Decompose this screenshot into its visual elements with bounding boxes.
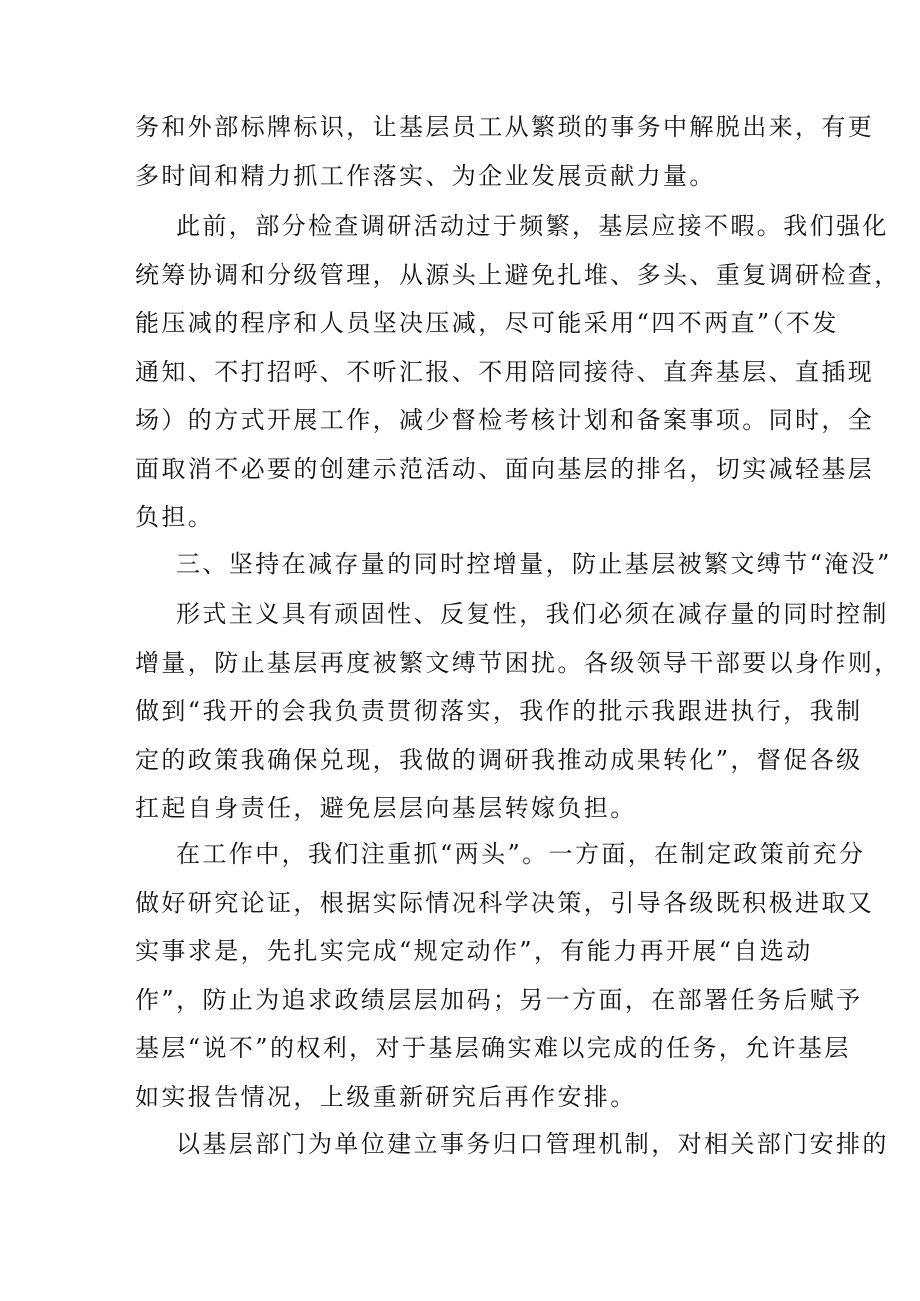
text-line: 增量，防止基层再度被繁文缚节困扰。各级领导干部要以身作则，	[135, 648, 901, 677]
text-line: 面取消不必要的创建示范活动、面向基层的排名，切实减轻基层	[135, 454, 875, 483]
text-line: 作”，防止为追求政绩层层加码；另一方面，在部署任务后赋予	[135, 985, 863, 1014]
text-line: 扛起自身责任，避免层层向基层转嫁负担。	[135, 794, 637, 822]
text-line: 在工作中，我们注重抓“两头”。一方面，在制定政策前充分	[176, 840, 866, 868]
text-line: 多时间和精力抓工作落实、为企业发展贡献力量。	[135, 161, 716, 190]
text-line: 此前，部分检查调研活动过于频繁，基层应接不暇。我们强化	[176, 212, 889, 240]
text-line: 务和外部标牌标识，让基层员工从繁琐的事务中解脱出来，有更	[135, 113, 875, 141]
text-line: 形式主义具有顽固性、反复性，我们必须在减存量的同时控制	[176, 600, 889, 628]
text-line: 实事求是，先扎实完成“规定动作”，有能力再开展“自选动	[135, 937, 813, 965]
text-line: 统筹协调和分级管理，从源头上避免扎堆、多头、重复调研检查，	[135, 260, 901, 289]
text-line: 做到“我开的会我负责贯彻落实，我作的批示我跟进执行，我制	[135, 697, 863, 725]
text-line: 通知、不打招呼、不听汇报、不用陪同接待、直奔基层、直插现	[135, 357, 875, 386]
text-line: 场）的方式开展工作，减少督检考核计划和备案事项。同时，全	[135, 406, 875, 434]
text-line: 如实报告情况，上级重新研究后再作安排。	[135, 1082, 637, 1111]
paragraph-two-ends	[135, 830, 875, 1121]
section-heading-text: 三、坚持在减存量的同时控增量，防止基层被繁文缚节“淹没”	[176, 550, 892, 578]
text-line: 以基层部门为单位建立事务归口管理机制，对相关部门安排的	[176, 1130, 889, 1158]
paragraph-inspection	[135, 202, 901, 542]
text-line: 基层“说不”的权利，对于基层确实难以完成的任务，允许基层	[135, 1034, 851, 1062]
text-line: 定的政策我确保兑现，我做的调研我推动成果转化”，督促各级	[135, 745, 863, 774]
text-line: 做好研究论证，根据实际情况科学决策，引导各级既积极进取又	[135, 888, 875, 917]
text-line: 负担。	[135, 503, 215, 531]
section-heading	[135, 540, 892, 589]
paragraph-continuation	[135, 103, 875, 200]
paragraph-management	[135, 1120, 889, 1169]
paragraph-formalism	[135, 590, 901, 833]
text-line: 能压减的程序和人员坚决压减，尽可能采用“四不两直”（不发	[135, 309, 839, 337]
